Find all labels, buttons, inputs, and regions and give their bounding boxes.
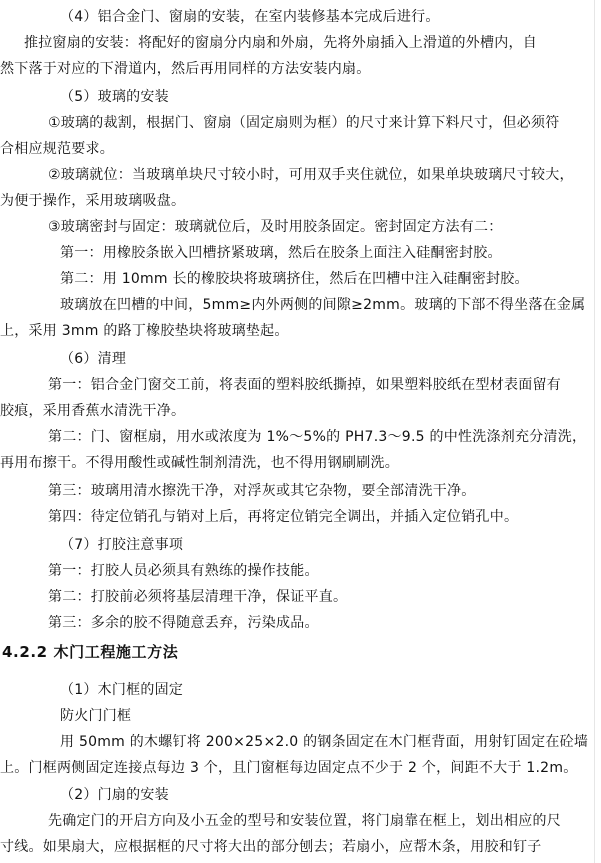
paragraph-line: 然下落于对应的下滑道内，然后再用同样的方法安装内扇。: [0, 61, 371, 77]
paragraph-line: 第四：待定位销孔与销对上后，再将定位销完全调出，并插入定位销孔中。: [48, 509, 519, 525]
paragraph-line: 寸线。如果扇大，应根据框的尺寸将大出的部分刨去；若扇小，应帮木条，用胶和钉子: [0, 839, 542, 855]
paragraph-line: 胶痕，采用香蕉水清洗干净。: [0, 403, 186, 419]
paragraph-line: （1）木门框的固定: [60, 682, 184, 698]
paragraph-line: 为便于操作，采用玻璃吸盘。: [0, 193, 186, 209]
paragraph-line: （6）清理: [60, 351, 127, 367]
paragraph-line: 推拉窗扇的安装：将配好的窗扇分内扇和外扇，先将外扇插入上滑道的外槽内，自: [24, 35, 537, 51]
paragraph-line: 防火门门框: [60, 708, 132, 724]
paragraph-line: 合相应规范要求。: [0, 141, 114, 157]
paragraph-line: 第二：打胶前必须将基层清理干净，保证平直。: [48, 589, 348, 605]
paragraph-line: （4）铝合金门、窗扇的安装，在室内装修基本完成后进行。: [60, 9, 440, 25]
paragraph-line: 第二：门、窗框扇，用水或浓度为 1%～5%的 PH7.3～9.5 的中性洗涤剂充分清洗，: [48, 429, 587, 445]
paragraph-line: （7）打胶注意事项: [60, 537, 184, 553]
paragraph-line: 第三：多余的胶不得随意丢弃，污染成品。: [48, 615, 319, 631]
paragraph-line: 用 50mm 的木螺钉将 200×25×2.0 的钢条固定在木门框背面，用射钉固定在砼墙: [60, 734, 589, 750]
section-heading: 4.2.2 木门工程施工方法: [2, 643, 179, 661]
paragraph-line: 先确定门的开启方向及小五金的型号和安装位置，将门扇靠在框上，划出相应的尺: [48, 813, 561, 829]
page-edge-line: [594, 0, 595, 863]
paragraph-line: 第一：铝合金门窗交工前，将表面的塑料胶纸撕掉，如果塑料胶纸在型材表面留有: [48, 377, 561, 393]
paragraph-line: 再用布擦干。不得用酸性或碱性制剂清洗，也不得用钢刷刷洗。: [0, 455, 399, 471]
paragraph-line: 上，采用 3mm 的路丁橡胶垫块将玻璃垫起。: [0, 323, 289, 339]
paragraph-line: ②玻璃就位：当玻璃单块尺寸较小时，可用双手夹住就位，如果单块玻璃尺寸较大，: [48, 167, 574, 183]
paragraph-line: 第二：用 10mm 长的橡胶块将玻璃挤住，然后在凹槽中注入硅酮密封胶。: [60, 271, 529, 287]
paragraph-line: （5）玻璃的安装: [60, 89, 169, 105]
paragraph-line: 第一：打胶人员必须具有熟练的操作技能。: [48, 563, 319, 579]
paragraph-line: 第三：玻璃用清水擦洗干净，对浮灰或其它杂物，要全部清洗干净。: [48, 483, 476, 499]
paragraph-line: 玻璃放在凹槽的中间，5mm≥内外两侧的间隙≥2mm。玻璃的下部不得坐落在金属: [60, 297, 586, 313]
paragraph-line: ③玻璃密封与固定：玻璃就位后，及时用胶条固定。密封固定方法有二：: [48, 219, 503, 235]
paragraph-line: ①玻璃的裁割，根据门、窗扇（固定扇则为框）的尺寸来计算下料尺寸，但必须符: [48, 115, 560, 131]
paragraph-line: 第一：用橡胶条嵌入凹槽挤紧玻璃，然后在胶条上面注入硅酮密封胶。: [60, 245, 502, 261]
paragraph-line: （2）门扇的安装: [60, 787, 169, 803]
paragraph-line: 上。门框两侧固定连接点每边 3 个，且门窗框每边固定点不少于 2 个，间距不大于 1.2m。: [0, 760, 578, 776]
